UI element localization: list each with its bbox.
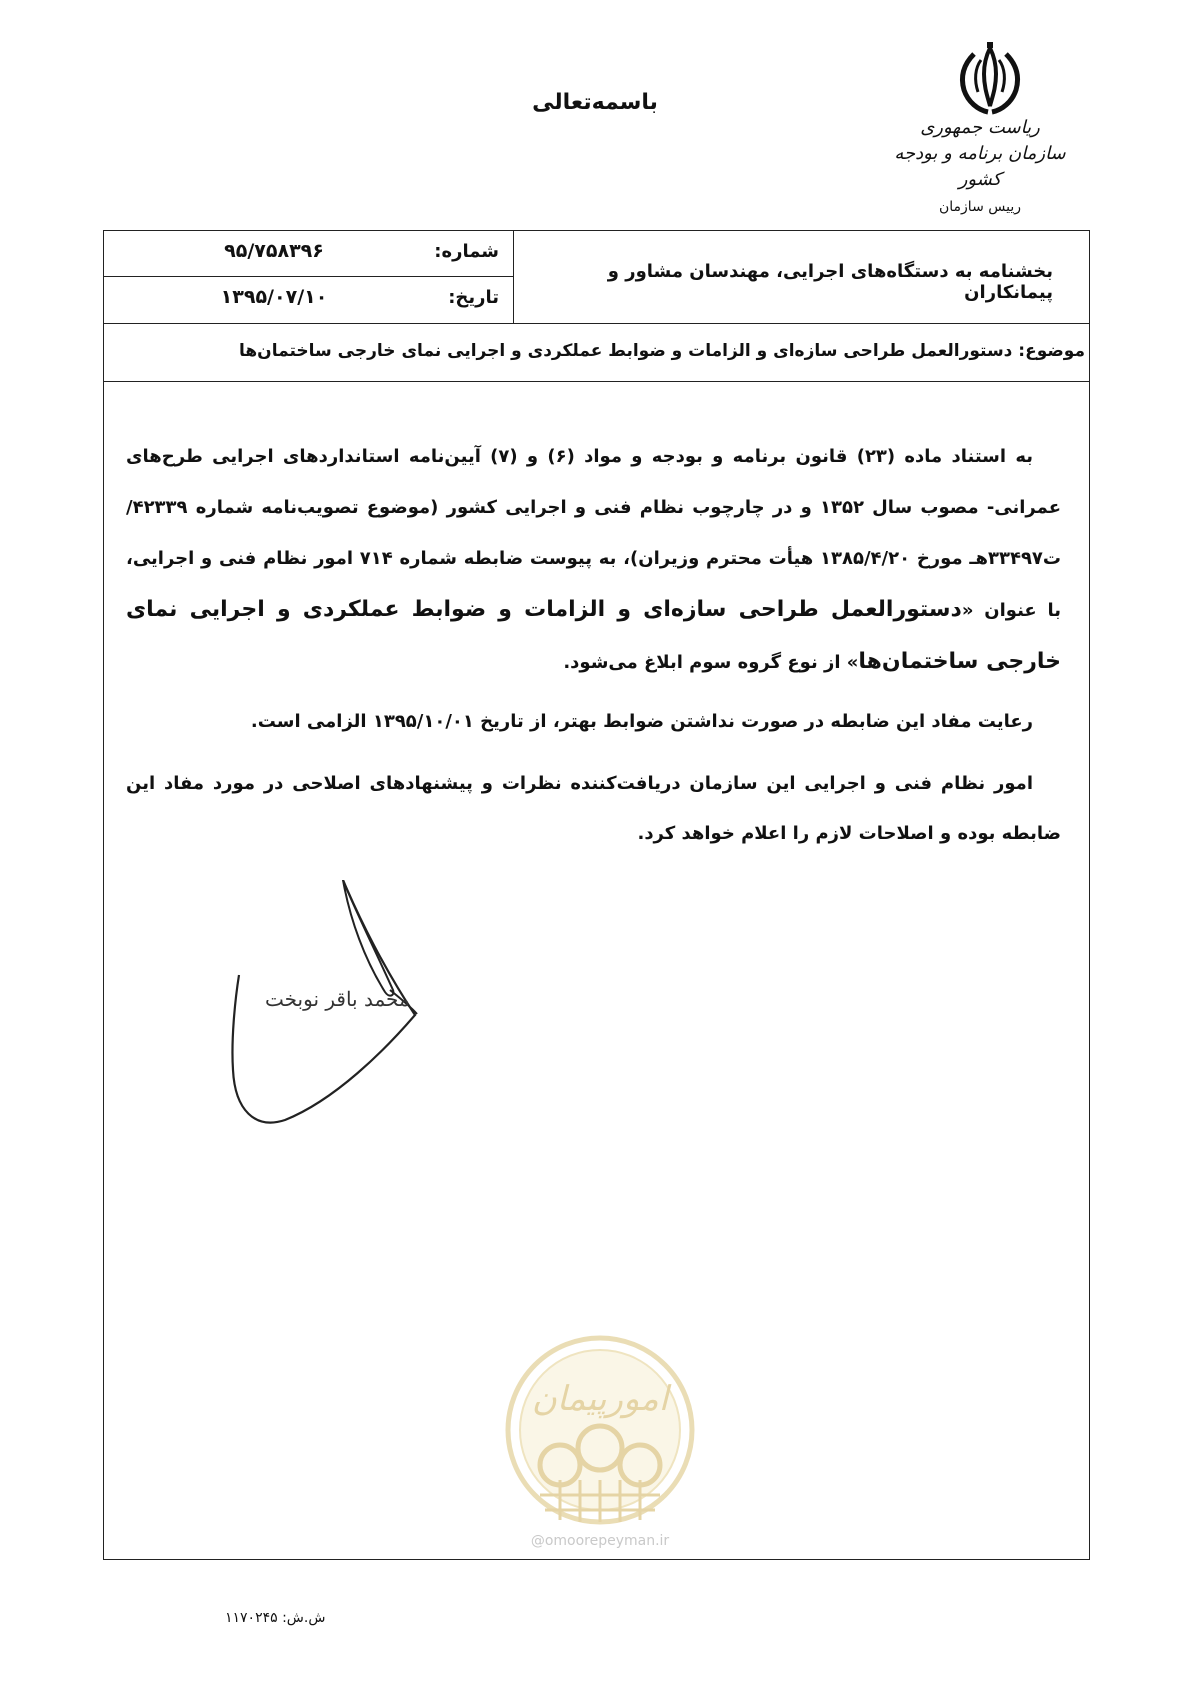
organization-block — [880, 115, 1080, 219]
number-value: ۹۵/۷۵۸۳۹۶ — [224, 240, 324, 262]
number-row — [104, 231, 513, 277]
iran-emblem-icon — [950, 40, 1030, 120]
date-label: تاریخ: — [448, 287, 499, 308]
footer-code: ش.ش: ۱۱۷۰۲۴۵ — [225, 1610, 326, 1626]
recipients-cell — [514, 231, 1089, 324]
paragraph-3: امور نظام فنی و اجرایی این سازمان دریافت‌کننده نظرات و پیشنهادهای اصلاحی در مورد مفاد این ضابطه بوده و اصلاحات لازم را اعلام خواهد کرد. — [126, 773, 1061, 844]
org-presidency: ریاست جمهوری — [920, 117, 1040, 138]
number-label: شماره: — [434, 241, 499, 262]
org-name: سازمان برنامه و بودجه کشور — [894, 143, 1066, 190]
watermark-logo-icon — [500, 1330, 700, 1540]
paragraph-1-start: به استناد ماده (۲۳) قانون برنامه و بودجه و مواد (۶) و (۷) آیین‌نامه استانداردهای اجرایی طرح‌های عمرانی- مصوب سال ۱۳۵۲ و در چارچوب نظام فنی و اجرایی کشور (موضوع تصویب‌نامه شماره ۴۲۳۳۹/ت۳۳۴۹۷هـ مورخ ۱۳۸۵/۴/۲۰ هیأت محترم وزیران)، به پیوست ضابطه شماره ۷۱۴ امور نظام فنی و اجرایی، با عنوان « — [126, 446, 1062, 621]
letter-body — [126, 431, 1061, 859]
date-row — [104, 277, 513, 323]
regulation-title: دستورالعمل طراحی سازه‌ای و الزامات و ضوابط عملکردی و اجرایی نمای خارجی ساختمان‌ها — [126, 597, 1061, 674]
bismillah-heading: باسمه‌تعالی — [532, 90, 658, 115]
watermark-logo-text: امورپیمان — [531, 1379, 669, 1419]
date-value: ۱۳۹۵/۰۷/۱۰ — [220, 286, 328, 308]
meta-table — [104, 231, 514, 324]
org-head-title: رییس سازمان — [939, 199, 1021, 215]
signature-name: محمد باقر نوبخت — [265, 987, 410, 1011]
recipients: بخشنامه به دستگاه‌های اجرایی، مهندسان مشاور و پیمانکاران — [607, 261, 1053, 303]
watermark-url: @omoorepeyman.ir — [530, 1533, 670, 1549]
paragraph-2: رعایت مفاد این ضابطه در صورت نداشتن ضوابط بهتر، از تاریخ ۱۳۹۵/۱۰/۰۱ الزامی است. — [250, 711, 1033, 732]
paragraph-1-end: » از نوع گروه سوم ابلاغ می‌شود. — [563, 652, 859, 673]
subject-row — [104, 324, 1089, 382]
subject: موضوع: دستورالعمل طراحی سازه‌ای و الزامات و ضوابط عملکردی و اجرایی نمای خارجی ساختمان‌ها — [239, 341, 1085, 361]
paragraph-1 — [126, 431, 1061, 688]
